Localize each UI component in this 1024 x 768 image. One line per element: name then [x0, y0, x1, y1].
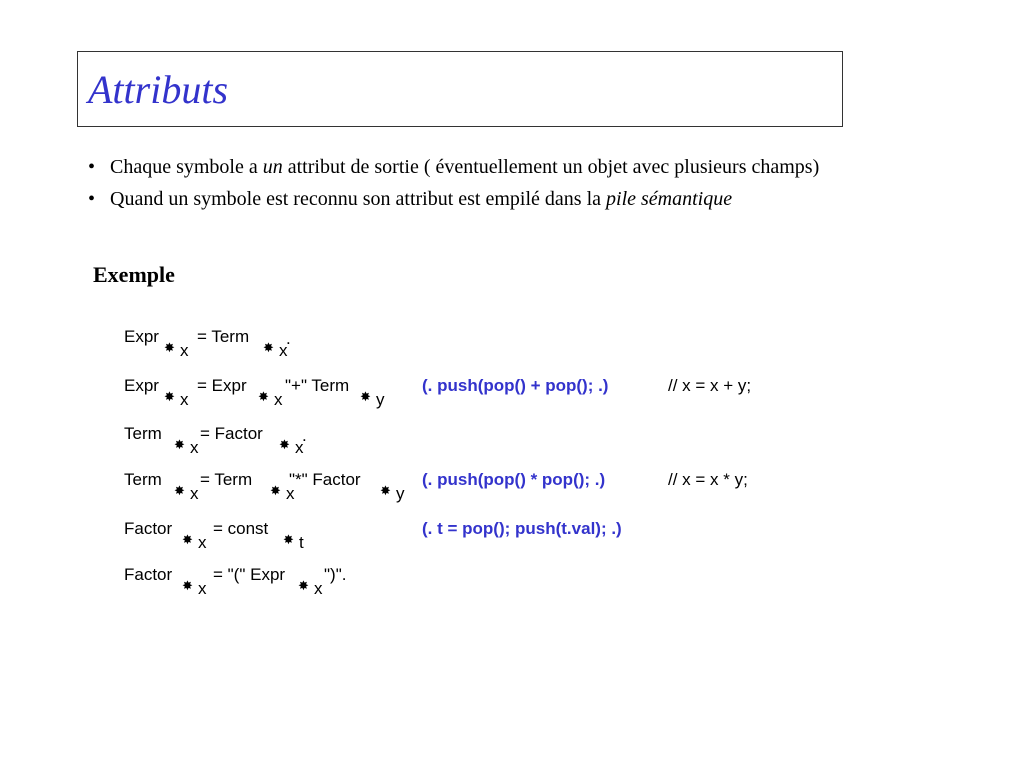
asterisk-icon: ✸ — [298, 579, 309, 594]
asterisk-icon: ✸ — [164, 341, 175, 356]
asterisk-icon: ✸ — [360, 390, 371, 405]
asterisk-icon: ✸ — [380, 484, 391, 499]
asterisk-icon: ✸ — [270, 484, 281, 499]
comment: // x = x * y; — [668, 470, 748, 489]
asterisk-icon: ✸ — [258, 390, 269, 405]
bullet-marker: • — [88, 188, 96, 210]
bullet-text: Quand un symbole est reconnu son attribut est empilé dans la pile sémantique — [110, 188, 733, 210]
title-box — [77, 51, 843, 127]
example-heading: Exemple — [93, 262, 175, 287]
asterisk-icon: ✸ — [164, 390, 175, 405]
asterisk-icon: ✸ — [263, 341, 274, 356]
semantic-action: (. t = pop(); push(t.val); .) — [422, 519, 622, 538]
asterisk-icon: ✸ — [279, 438, 290, 453]
comment: // x = x + y; — [668, 376, 752, 395]
semantic-action: (. push(pop() + pop(); .) — [422, 376, 609, 395]
asterisk-icon: ✸ — [283, 533, 294, 548]
bullet-text: Chaque symbole a un attribut de sortie ( éventuellement un objet avec plusieurs champs) — [110, 156, 820, 178]
asterisk-icon: ✸ — [182, 533, 193, 548]
semantic-action: (. push(pop() * pop(); .) — [422, 470, 606, 489]
asterisk-icon: ✸ — [182, 579, 193, 594]
asterisk-icon: ✸ — [174, 438, 185, 453]
bullet-marker: • — [88, 156, 96, 178]
page-title: Attributs — [88, 67, 229, 112]
asterisk-icon: ✸ — [174, 484, 185, 499]
